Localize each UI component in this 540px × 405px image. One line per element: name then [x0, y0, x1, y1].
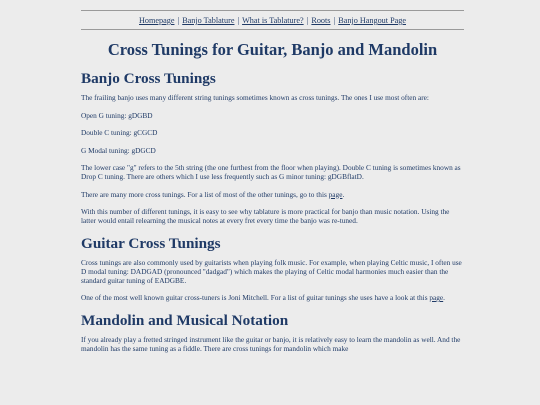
page-content	[81, 0, 464, 361]
nav-link-banjo-tablature[interactable]: Banjo Tablature	[182, 16, 235, 25]
nav-link-homepage[interactable]: Homepage	[139, 16, 175, 25]
guitar-mitchell-text: One of the most well known guitar cross-tuners is Joni Mitchell. For a list of guitar tunings she uses have a look at this	[81, 293, 430, 302]
guitar-heading: Guitar Cross Tunings	[81, 234, 221, 252]
banjo-heading: Banjo Cross Tunings	[81, 70, 216, 87]
guitar-mitchell-end: .	[443, 293, 445, 302]
banjo-more-end: .	[342, 189, 345, 199]
joni-mitchell-page-link[interactable]: page	[429, 293, 444, 302]
nav-link-what-is-tablature[interactable]: What is Tablature?	[242, 16, 304, 25]
nav-divider	[81, 29, 464, 30]
banjo-tuning-double-c: Double C tuning: gCGCD	[81, 128, 158, 137]
guitar-mitchell	[81, 293, 464, 302]
nav-link-banjo-hangout[interactable]: Banjo Hangout Page	[338, 16, 406, 25]
mandolin-intro: If you already play a fretted stringed instrument like the guitar or banjo, it is relatively easy to learn the mandolin as well. And the mandolin has the same tuning as a fiddle. There are cross tunings for mandolin which make	[81, 334, 461, 353]
nav-bar	[81, 11, 464, 29]
nav-separator: |	[306, 16, 309, 25]
banjo-tuning-g-modal: G Modal tuning: gDGCD	[81, 145, 156, 155]
mandolin-heading: Mandolin and Musical Notation	[81, 311, 289, 329]
page-title: Cross Tunings for Guitar, Banjo and Mandolin	[107, 40, 438, 59]
banjo-lowercase-note: The lower case "g" refers to the 5th string (the one furthest from the floor when playing). Double C tuning is sometimes known as Drop C tuning. There are others which I use less frequently such as G minor tuning: gDGBflatD.	[81, 163, 461, 181]
banjo-tablature-note: With this number of different tunings, it is easy to see why tablature is more practical for banjo than music notation. Using the latter would entail relearning the musical notes at every fret every time the banjo was re-tuned.	[81, 207, 450, 225]
nav-separator: |	[333, 16, 336, 25]
banjo-more-text: There are many more cross tunings. For a list of most of the other tunings, go to this	[81, 189, 329, 199]
banjo-tunings-page-link[interactable]: page	[328, 189, 343, 199]
banjo-intro: The frailing banjo uses many different string tunings sometimes known as cross tunings. The ones I use most often are:	[81, 93, 429, 102]
guitar-intro: Cross tunings are also commonly used by guitarists when playing folk music. For example, when playing Celtic music, I often use D modal tuning: DADGAD (pronounced "dadgad") which makes the playing of Celtic modal harmonies much easier than the standard guitar tuning of EADGBE.	[81, 257, 462, 285]
nav-link-roots[interactable]: Roots	[311, 16, 331, 25]
nav-separator: |	[177, 16, 180, 25]
banjo-more-tunings	[81, 190, 464, 199]
banjo-tuning-open-g: Open G tuning: gDGBD	[81, 110, 153, 120]
nav-separator: |	[237, 16, 240, 25]
